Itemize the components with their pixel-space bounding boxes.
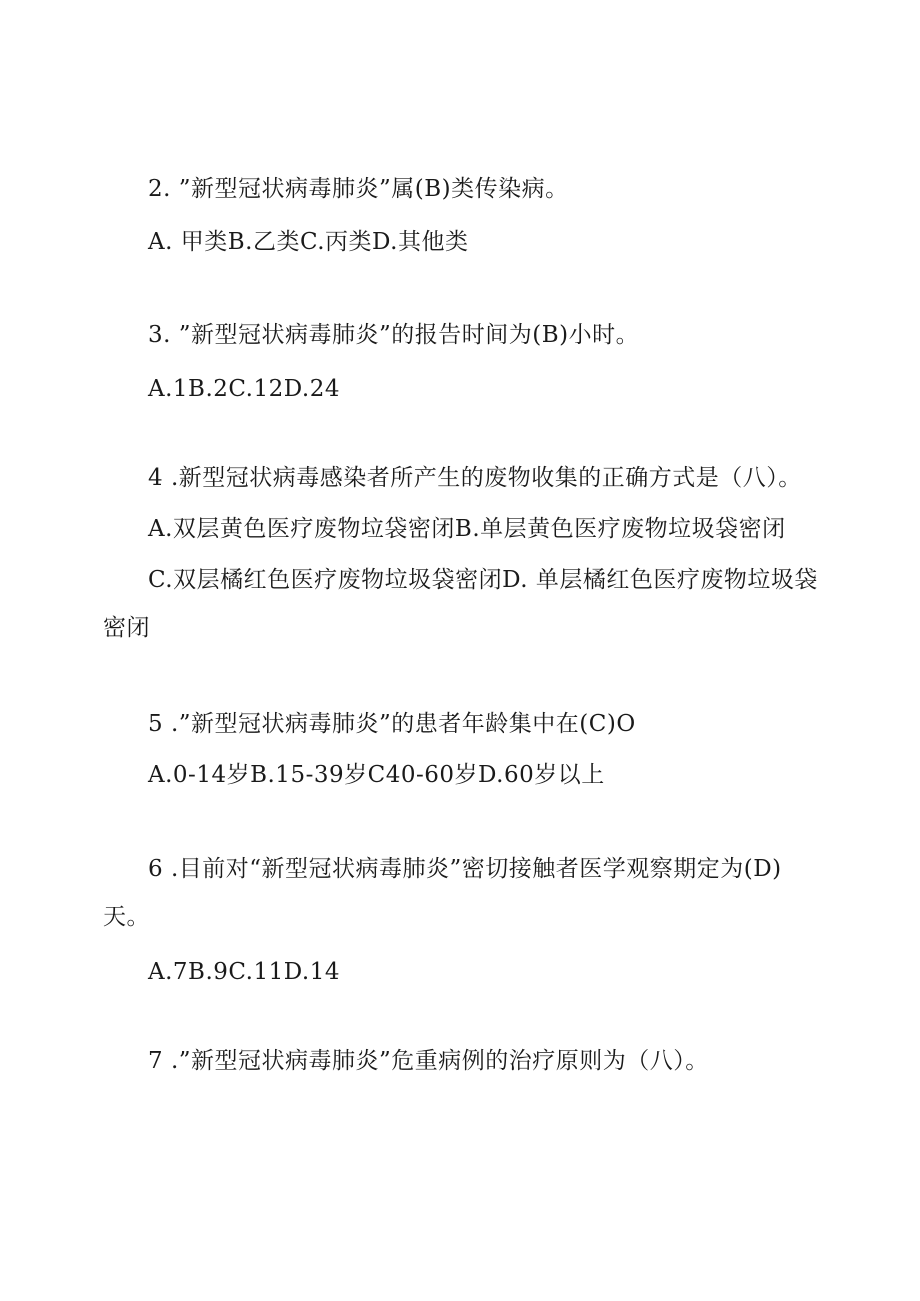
- question-7-stem: 7 .”新型冠状病毒肺炎”危重病例的治疗原则为（八）。: [148, 1048, 709, 1074]
- question-4-option-line-1: A.双层黄色医疗废物垃袋密闭B.单层黄色医疗废物垃圾袋密闭: [148, 516, 786, 542]
- question-2-options: A. 甲类B.乙类C.丙类D.其他类: [148, 229, 469, 255]
- question-6-stem-continuation: 天。: [103, 904, 150, 930]
- question-6-stem: 6 .目前对“新型冠状病毒肺炎”密切接触者医学观察期定为(D): [148, 856, 782, 882]
- question-3-options: A.1B.2C.12D.24: [148, 376, 340, 402]
- question-6-options: A.7B.9C.11D.14: [148, 959, 340, 985]
- question-4-option-line-3: 密闭: [103, 615, 150, 641]
- question-2-stem: 2. ”新型冠状病毒肺炎”属(B)类传染病。: [148, 176, 569, 202]
- question-5-stem: 5 .”新型冠状病毒肺炎”的患者年龄集中在(C)O: [148, 711, 636, 737]
- question-4-option-line-2: C.双层橘红色医疗废物垃圾袋密闭D. 单层橘红色医疗废物垃圾袋: [148, 567, 818, 593]
- question-5-options: A.0-14岁B.15-39岁C40-60岁D.60岁以上: [148, 762, 605, 788]
- question-3-stem: 3. ”新型冠状病毒肺炎”的报告时间为(B)小时。: [148, 322, 640, 348]
- question-4-stem: 4 .新型冠状病毒感染者所产生的废物收集的正确方式是（八）。: [148, 465, 802, 491]
